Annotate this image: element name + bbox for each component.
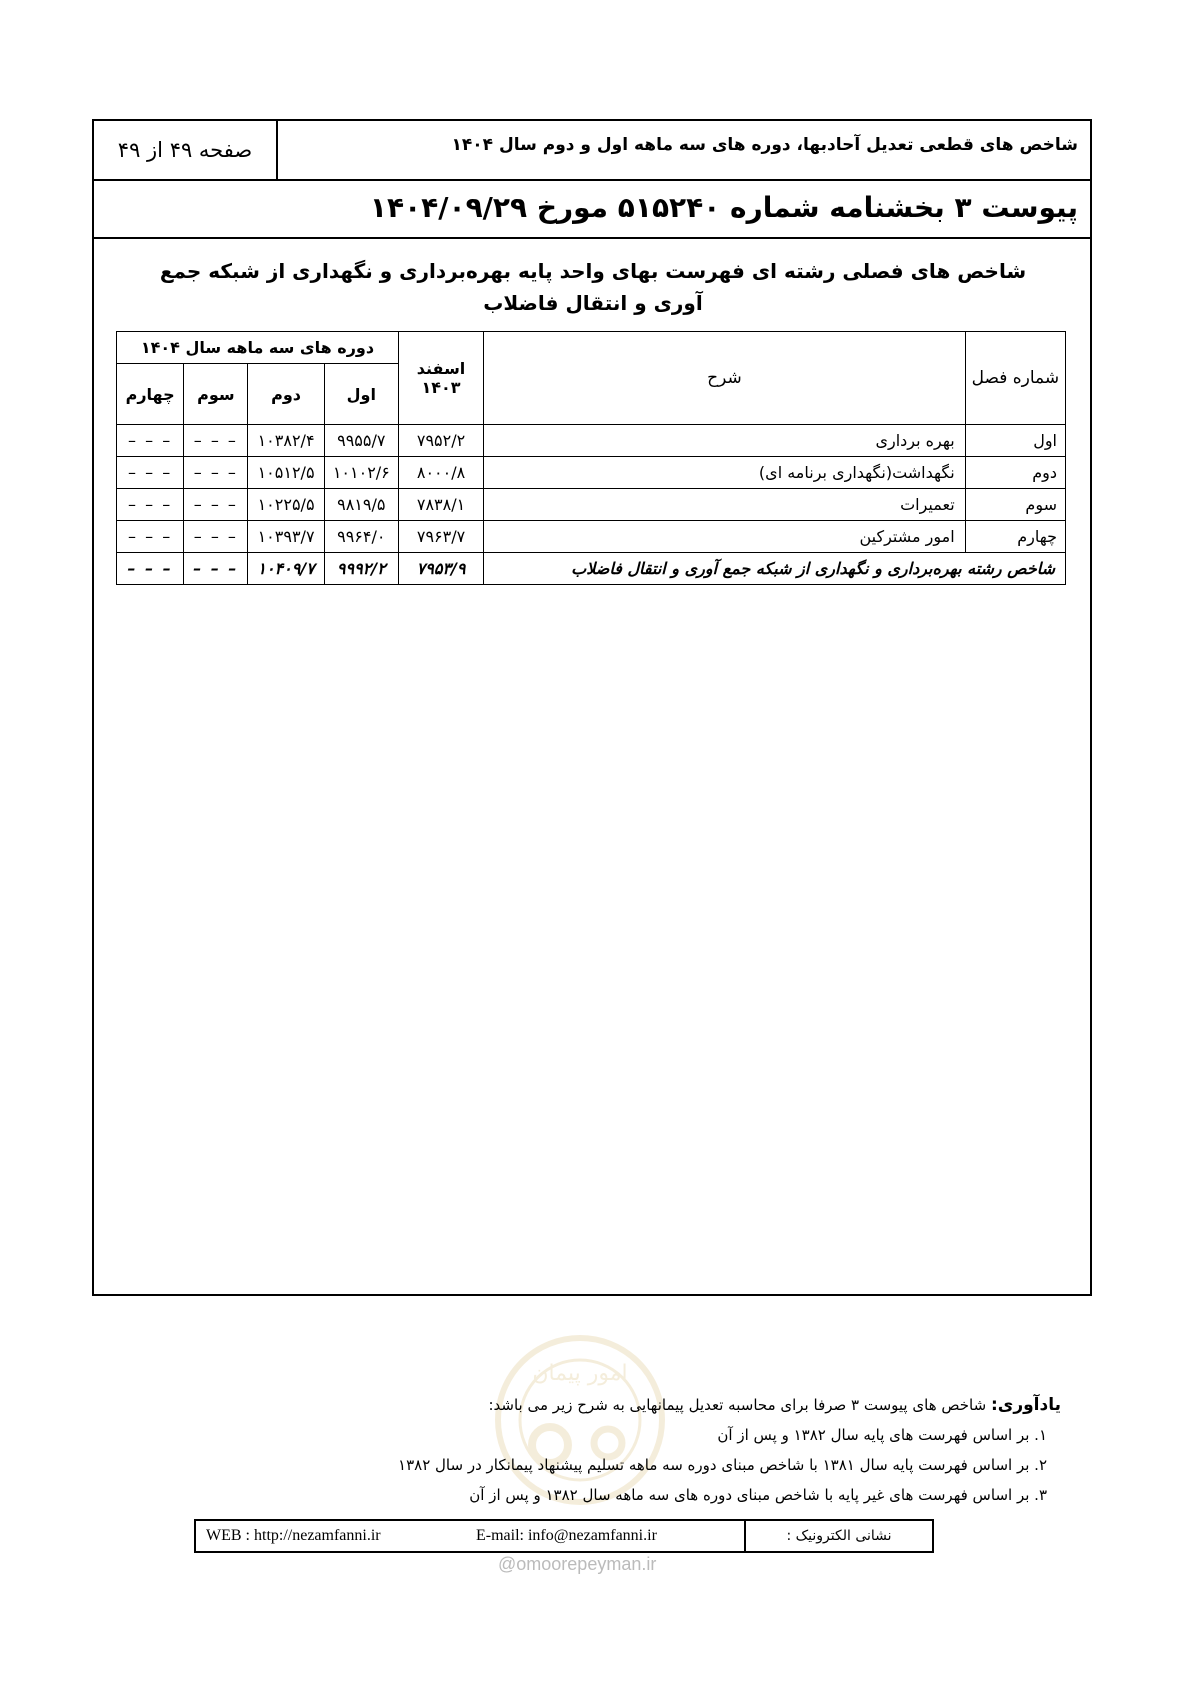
page-number: صفحه ۴۹ از ۴۹	[94, 121, 278, 179]
website-link[interactable]: WEB : http://nezamfanni.ir	[206, 1527, 381, 1544]
q2-value-cell: ۱۰۳۸۲/۴	[248, 425, 324, 457]
table-row	[117, 489, 1066, 521]
index-table	[116, 331, 1066, 585]
page-frame	[92, 119, 1092, 1296]
total-q1-cell: ۹۹۹۲/۲	[324, 553, 398, 585]
header-section: شماره فصل	[965, 332, 1065, 425]
header-q1: اول	[324, 364, 398, 425]
description-cell: امور مشترکین	[484, 521, 966, 553]
total-description-cell: شاخص رشته بهره‌برداری و نگهداری از شبکه جمع آوری و انتقال فاضلاب	[484, 553, 1066, 585]
table-row	[117, 457, 1066, 489]
base-value-cell: ۸۰۰۰/۸	[398, 457, 483, 489]
q4-value-cell: – – –	[117, 521, 184, 553]
header-quarters-group: دوره های سه ماهه سال ۱۴۰۴	[117, 332, 399, 364]
q4-value-cell: – – –	[117, 457, 184, 489]
total-q4-cell: – – –	[117, 553, 184, 585]
notes-intro-line	[301, 1390, 1061, 1420]
table-row	[117, 521, 1066, 553]
contact-label: نشانی الکترونیک :	[744, 1521, 932, 1551]
description-cell: نگهداشت(نگهداری برنامه ای)	[484, 457, 966, 489]
subheader-row	[94, 181, 1090, 239]
q3-value-cell: – – –	[184, 521, 248, 553]
section-cell: سوم	[965, 489, 1065, 521]
total-row	[117, 553, 1066, 585]
q1-value-cell: ۹۹۵۵/۷	[324, 425, 398, 457]
notes-intro: شاخص های پیوست ۳ صرفا برای محاسبه تعدیل پیمانهایی به شرح زیر می باشد:	[488, 1396, 987, 1414]
total-base-cell: ۷۹۵۳/۹	[398, 553, 483, 585]
base-value-cell: ۷۹۵۲/۲	[398, 425, 483, 457]
section-cell: دوم	[965, 457, 1065, 489]
base-value-cell: ۷۹۶۳/۷	[398, 521, 483, 553]
total-q2-cell: ۱۰۴۰۹/۷	[248, 553, 324, 585]
q4-value-cell: – – –	[117, 425, 184, 457]
q1-value-cell: ۱۰۱۰۲/۶	[324, 457, 398, 489]
q2-value-cell: ۱۰۵۱۲/۵	[248, 457, 324, 489]
q1-value-cell: ۹۸۱۹/۵	[324, 489, 398, 521]
notes-item: ۲. بر اساس فهرست پایه سال ۱۳۸۱ با شاخص مبنای دوره سه ماهه تسلیم پیشنهاد پیمانکار در سال ۱۳۸۲	[398, 1456, 1047, 1474]
header-row	[94, 121, 1090, 181]
q3-value-cell: – – –	[184, 425, 248, 457]
q3-value-cell: – – –	[184, 489, 248, 521]
q2-value-cell: ۱۰۲۲۵/۵	[248, 489, 324, 521]
header-title: شاخص های قطعی تعدیل آحادبها، دوره های سه ماهه اول و دوم سال ۱۴۰۴	[451, 135, 1078, 155]
table-row	[117, 425, 1066, 457]
document-title: شاخص های فصلی رشته ای فهرست بهای واحد پایه بهره‌برداری و نگهداری از شبکه جمع آوری و انتقال فاضلاب	[159, 259, 1027, 315]
description-cell: بهره برداری	[484, 425, 966, 457]
notes-item: ۳. بر اساس فهرست های غیر پایه با شاخص مبنای دوره های سه ماهه سال ۱۳۸۲ و پس از آن	[469, 1486, 1047, 1504]
header-base: اسفند ۱۴۰۳	[398, 332, 483, 425]
q1-value-cell: ۹۹۶۴/۰	[324, 521, 398, 553]
header-q3: سوم	[184, 364, 248, 425]
header-q2: دوم	[248, 364, 324, 425]
notes-section	[301, 1390, 1061, 1510]
watermark-text: @omoorepeyman.ir	[498, 1554, 657, 1574]
q4-value-cell: – – –	[117, 489, 184, 521]
notes-label: یادآوری:	[990, 1395, 1061, 1415]
header-q4: چهارم	[117, 364, 184, 425]
total-q3-cell: – – –	[184, 553, 248, 585]
header-description: شرح	[484, 332, 966, 425]
email-link[interactable]: E-mail: info@nezamfanni.ir	[476, 1527, 657, 1544]
section-cell: چهارم	[965, 521, 1065, 553]
q2-value-cell: ۱۰۳۹۳/۷	[248, 521, 324, 553]
notes-item: ۱. بر اساس فهرست های پایه سال ۱۳۸۲ و پس از آن	[717, 1426, 1047, 1444]
section-cell: اول	[965, 425, 1065, 457]
base-value-cell: ۷۸۳۸/۱	[398, 489, 483, 521]
description-cell: تعمیرات	[484, 489, 966, 521]
attachment-title: پیوست ۳ بخشنامه شماره ۵۱۵۲۴۰ مورخ ۱۴۰۴/۰۹/۲۹	[369, 191, 1078, 224]
contact-box	[194, 1519, 934, 1553]
q3-value-cell: – – –	[184, 457, 248, 489]
watermark-logo-text: امور پیمان	[532, 1361, 628, 1386]
